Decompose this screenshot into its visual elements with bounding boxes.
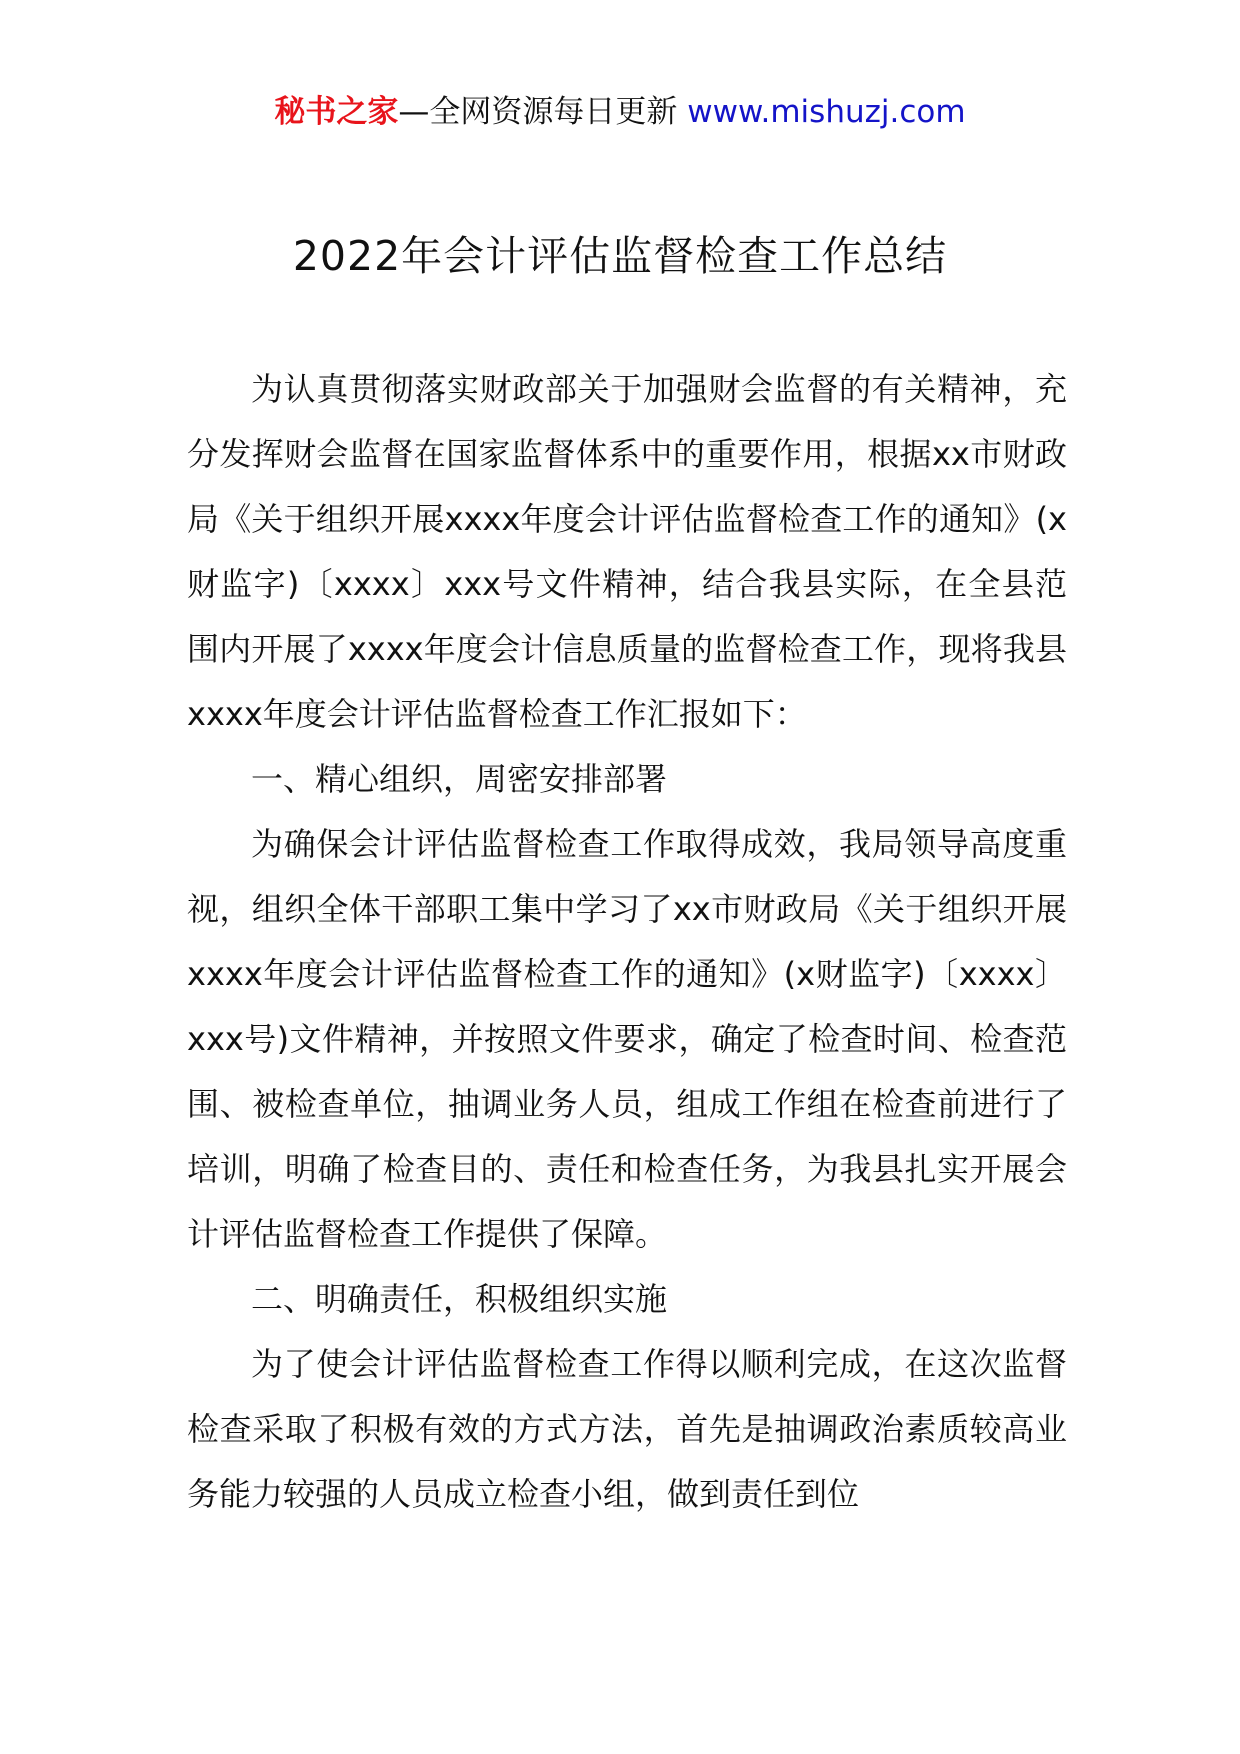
section-heading-2: 二、明确责任，积极组织实施 <box>251 1280 668 1318</box>
document-title: 2022年会计评估监督检查工作总结 <box>292 232 948 280</box>
site-slogan: —全网资源每日更新 <box>398 94 678 130</box>
site-brand: 秘书之家 <box>274 94 399 130</box>
section-1-paragraph: 为确保会计评估监督检查工作取得成效，我局领导高度重视，组织全体干部职工集中学习了xx市财政局《关于组织开展xxxx年度会计评估监督检查工作的通知》(x财监字)〔xxxx〕xxx号)文件精神，并按照文件要求，确定了检查时间、检查范围、被检查单位，抽调业务人员，组成工作组在检查前进行了培训，明确了检查目的、责任和检查任务，为我县扎实开展会计评估监督检查工作提供了保障。 <box>187 825 1067 1253</box>
site-banner <box>0 92 1240 132</box>
document-body <box>187 357 1067 1527</box>
site-url-link[interactable]: www.mishuzj.com <box>687 94 966 130</box>
section-heading-1: 一、精心组织，周密安排部署 <box>251 760 668 798</box>
section-2-paragraph: 为了使会计评估监督检查工作得以顺利完成，在这次监督检查采取了积极有效的方式方法，首先是抽调政治素质较高业务能力较强的人员成立检查小组，做到责任到位 <box>187 1345 1067 1513</box>
intro-paragraph: 为认真贯彻落实财政部关于加强财会监督的有关精神，充分发挥财会监督在国家监督体系中的重要作用，根据xx市财政局《关于组织开展xxxx年度会计评估监督检查工作的通知》(x财监字)〔xxxx〕xxx号文件精神，结合我县实际，在全县范围内开展了xxxx年度会计信息质量的监督检查工作，现将我县xxxx年度会计评估监督检查工作汇报如下： <box>187 370 1067 733</box>
